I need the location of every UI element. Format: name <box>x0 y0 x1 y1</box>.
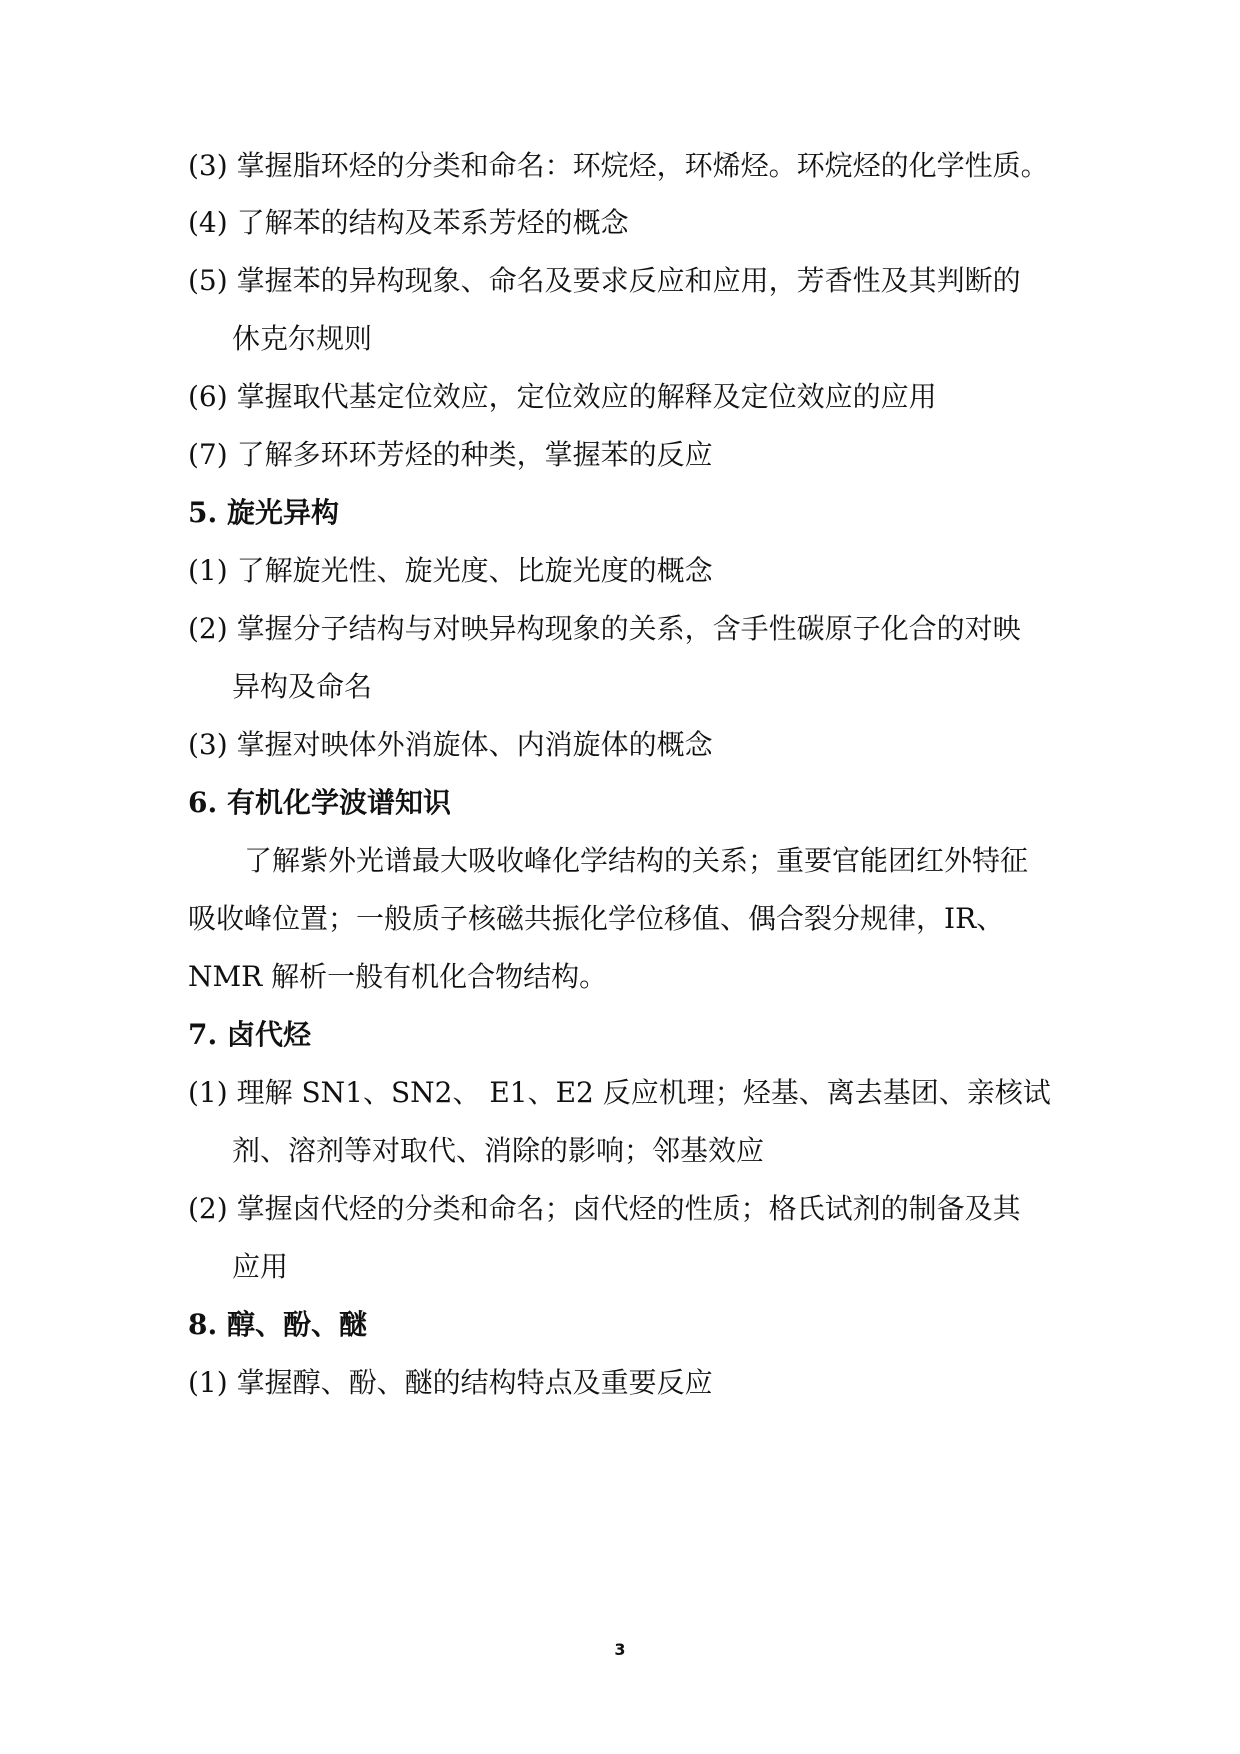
list-item-2-enantiomerism: (2) 掌握分子结构与对映异构现象的关系，含手性碳原子化合的对映 <box>188 612 1021 645</box>
section-heading-8: 8. 醇、酚、醚 <box>188 1308 367 1341</box>
section-heading-7: 7. 卤代烃 <box>188 1018 311 1051</box>
list-item-3-alicyclic: (3) 掌握脂环烃的分类和命名：环烷烃，环烯烃。环烷烃的化学性质。 <box>188 149 1049 182</box>
paragraph-spectroscopy-line-1: 了解紫外光谱最大吸收峰化学结构的关系；重要官能团红外特征 <box>244 844 1029 877</box>
section-heading-5: 5. 旋光异构 <box>188 496 339 529</box>
list-item-4-benzene-structure: (4) 了解苯的结构及苯系芳烃的概念 <box>188 206 629 239</box>
page-number: 3 <box>614 1640 626 1659</box>
section-heading-6: 6. 有机化学波谱知识 <box>188 786 451 819</box>
list-item-3-racemate: (3) 掌握对映体外消旋体、内消旋体的概念 <box>188 728 713 761</box>
list-item-2-haloalkanes-continuation: 应用 <box>232 1250 289 1283</box>
paragraph-spectroscopy-line-3: NMR 解析一般有机化合物结构。 <box>188 960 608 993</box>
list-item-1-optical-rotation: (1) 了解旋光性、旋光度、比旋光度的概念 <box>188 554 713 587</box>
list-item-7-polycyclic: (7) 了解多环环芳烃的种类，掌握苯的反应 <box>188 438 713 471</box>
list-item-2-continuation: 异构及命名 <box>232 670 373 703</box>
list-item-5-continuation: 休克尔规则 <box>232 322 373 355</box>
paragraph-spectroscopy-line-2: 吸收峰位置；一般质子核磁共振化学位移值、偶合裂分规律，IR、 <box>188 902 1005 935</box>
list-item-1-reaction-mechanisms: (1) 理解 SN1、SN2、 E1、E2 反应机理；烃基、离去基团、亲核试 <box>188 1076 1051 1109</box>
list-item-2-haloalkanes: (2) 掌握卤代烃的分类和命名；卤代烃的性质；格氏试剂的制备及其 <box>188 1192 1021 1225</box>
list-item-5-benzene-isomerism: (5) 掌握苯的异构现象、命名及要求反应和应用，芳香性及其判断的 <box>188 264 1021 297</box>
list-item-1-continuation: 剂、溶剂等对取代、消除的影响；邻基效应 <box>232 1134 765 1167</box>
list-item-1-alcohols: (1) 掌握醇、酚、醚的结构特点及重要反应 <box>188 1366 713 1399</box>
list-item-6-directing-effects: (6) 掌握取代基定位效应，定位效应的解释及定位效应的应用 <box>188 380 937 413</box>
